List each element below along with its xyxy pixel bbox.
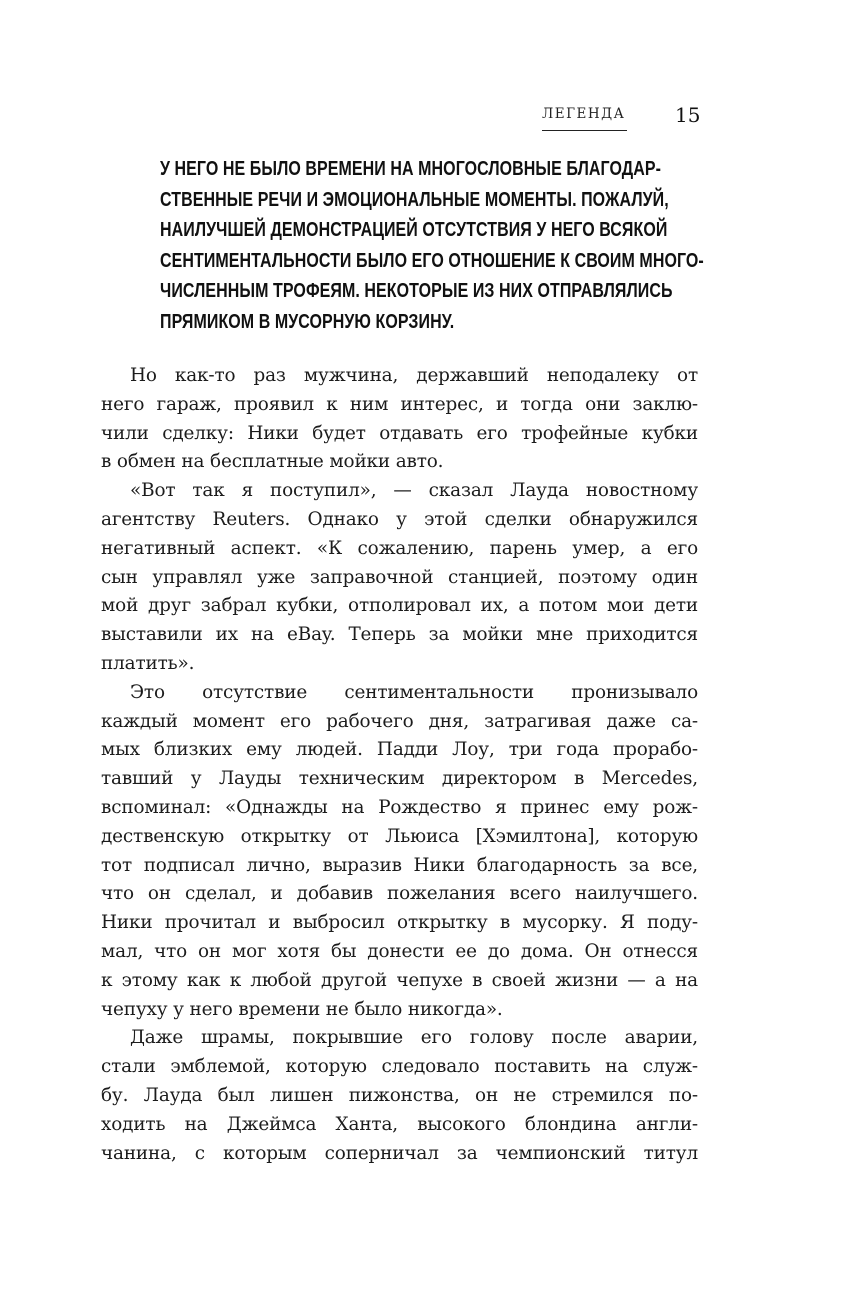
body-line: Ники прочитал и выбросил открытку в мусорку. Я поду- — [101, 912, 698, 934]
body-line: «Вот так я поступил», — сказал Лауда новостному — [130, 480, 698, 502]
body-line: Даже шрамы, покрывшие его голову после аварии, — [130, 1027, 698, 1049]
body-line: Но как-то раз мужчина, державший неподалеку от — [130, 365, 698, 386]
body-line: чепуху у него времени не было никогда». — [101, 998, 503, 1020]
body-line: выставили их на eBay. Теперь за мойки мне приходится — [101, 624, 698, 646]
body-line: него гараж, проявил к ним интерес, и тогда они заклю- — [101, 393, 698, 415]
body-line: сын управлял уже заправочной станцией, поэтому один — [101, 566, 698, 588]
pull-quote — [160, 154, 780, 337]
body-line: к этому как к любой другой чепухе в своей жизни — а на — [101, 969, 698, 991]
body-line: мых близких ему людей. Падди Лоу, три года прорабо- — [101, 739, 698, 761]
body-line: тавший у Лауды техническим директором в Mercedes, — [101, 768, 698, 790]
body-line: Это отсутствие сентиментальности пронизывало — [130, 681, 698, 703]
body-line: платить». — [101, 652, 195, 674]
body-line: тот подписал лично, выразив Ники благодарность за все, — [101, 854, 698, 876]
body-line: чанина, с которым соперничал за чемпионский титул — [101, 1142, 698, 1164]
running-head — [542, 104, 702, 136]
pull-quote-line: У НЕГО НЕ БЫЛО ВРЕМЕНИ НА МНОГОСЛОВНЫЕ БЛАГОДАР- — [160, 157, 662, 180]
running-head-rule — [542, 130, 627, 131]
body-line: ходить на Джеймса Ханта, высокого блондина англи- — [101, 1113, 698, 1135]
body-text — [101, 362, 698, 1168]
pull-quote-line: ЧИСЛЕННЫМ ТРОФЕЯМ. НЕКОТОРЫЕ ИЗ НИХ ОТПРАВЛЯЛИСЬ — [160, 279, 673, 302]
body-line: в обмен на бесплатные мойки авто. — [101, 451, 444, 473]
pull-quote-line: НАИЛУЧШЕЙ ДЕМОНСТРАЦИЕЙ ОТСУТСТВИЯ У НЕГО ВСЯКОЙ — [160, 218, 668, 241]
body-line: чили сделку: Ники будет отдавать его трофейные кубки — [101, 422, 698, 444]
pull-quote-line: СЕНТИМЕНТАЛЬНОСТИ БЫЛО ЕГО ОТНОШЕНИЕ К СВОИМ МНОГО- — [160, 248, 704, 272]
body-line: мал, что он мог хотя бы донести ее до дома. Он отнесся — [101, 940, 698, 962]
page-number: 15 — [675, 103, 701, 127]
pull-quote-line: СТВЕННЫЕ РЕЧИ И ЭМОЦИОНАЛЬНЫЕ МОМЕНТЫ. ПОЖАЛУЙ, — [160, 187, 669, 211]
body-line: мой друг забрал кубки, отполировал их, а потом мои дети — [101, 595, 698, 617]
body-line: каждый момент его рабочего дня, затрагивая даже са- — [101, 710, 698, 732]
body-line: что он сделал, и добавив пожелания всего наилучшего. — [101, 883, 698, 905]
body-line: вспоминал: «Однажды на Рождество я принес ему рож- — [101, 796, 698, 818]
body-line: агентству Reuters. Однако у этой сделки обнаружился — [101, 508, 698, 530]
body-line: стали эмблемой, которую следовало поставить на служ- — [101, 1056, 698, 1078]
body-line: негативный аспект. «К сожалению, парень умер, а его — [101, 537, 698, 559]
body-line: бу. Лауда был лишен пижонства, он не стремился по- — [101, 1084, 698, 1106]
running-head-title: ЛЕГЕНДА — [542, 106, 626, 122]
body-line: дественскую открытку от Льюиса [Хэмилтона], которую — [101, 825, 698, 847]
pull-quote-line: ПРЯМИКОМ В МУСОРНУЮ КОРЗИНУ. — [160, 309, 455, 333]
